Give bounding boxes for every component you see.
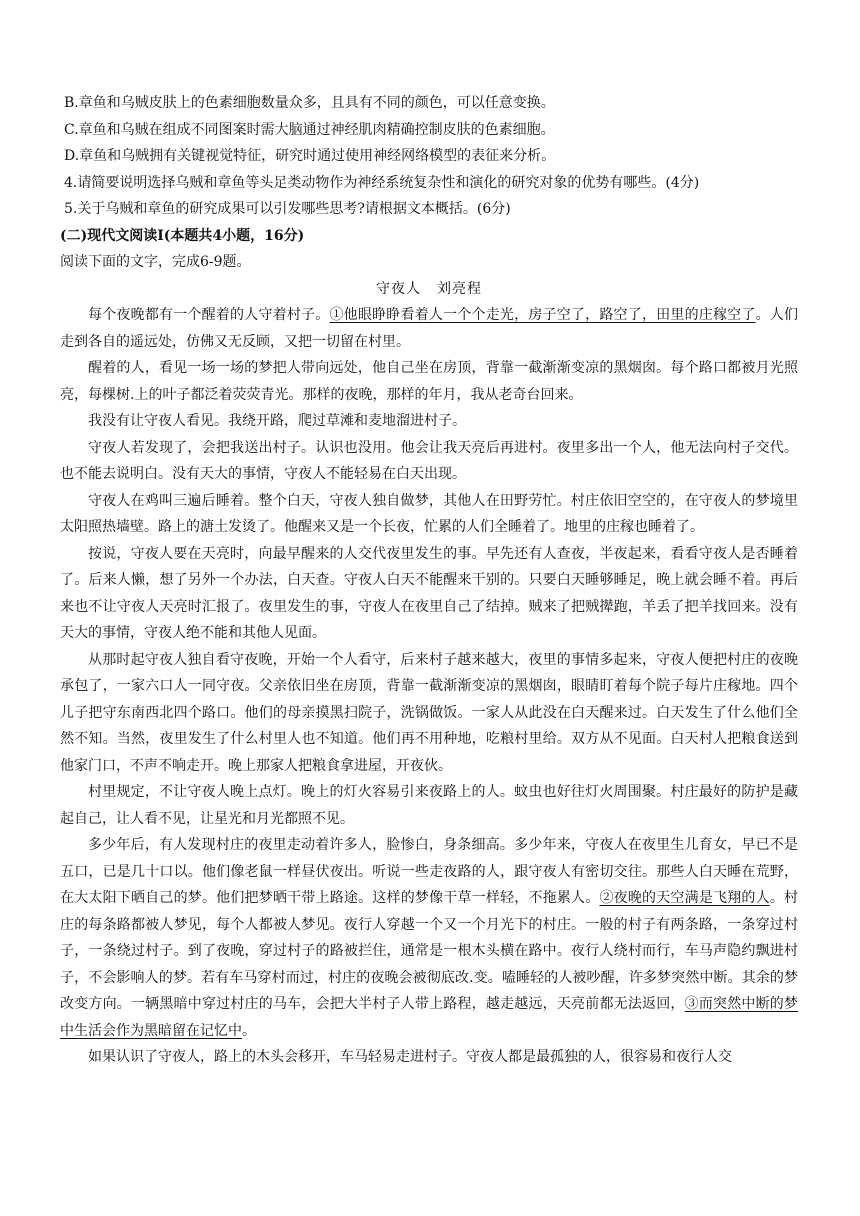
document-page xyxy=(60,90,798,1071)
paragraph-10: 如果认识了守夜人，路上的木头会移开，车马轻易走进村子。守夜人都是最孤独的人，很容易和夜行人交 xyxy=(88,1049,732,1065)
paragraph-5: 守夜人在鸡叫三遍后睡着。整个白天，守夜人独自做梦，其他人在田野劳忙。村庄依旧空空的，在守夜人的梦境里太阳照热墙壁。路上的溏土发烫了。他醒来又是一个长夜，忙累的人们全睡着了。地里的庄稼也睡着了。 xyxy=(60,492,798,535)
option-b: B.章鱼和乌贼皮肤上的色素细胞数量众多，且具有不同的颜色，可以任意变换。 xyxy=(64,95,555,111)
p9-text-middle: 。村庄的每条路都被人梦见，每个人都被人梦见。夜行人穿越一个又一个月光下的村庄。一般的村子有两条路，一条穿过村子，一条绕过村子。到了夜晚，穿过村子的路被拦住，通常是一根木头横在路中。夜行人绕村而行，车马声隐约飘进村子，不会影响人的梦。若有车马穿村而过，村庄的夜晚会被彻底改.变。嗑睡轻的人被吵醒，许多梦突然中断。其余的梦改变方向。一辆黑暗中穿过村庄的马车，会把大半村子人带上路程，越走越远，天亮前都无法返回， xyxy=(60,890,799,1012)
p1-text: 每个夜晚都有一个醒着的人守着村子。 xyxy=(88,307,330,323)
article-title-line xyxy=(60,276,798,303)
underlined-sentence-2: ②夜晚的天空满是飞翔的人 xyxy=(599,890,770,906)
section-heading: (二)现代文阅读Ⅰ(本题共4小题，16分) xyxy=(60,227,305,244)
option-d: D.章鱼和乌贼拥有关键视觉特征，研究时通过使用神经网络模型的表征来分析。 xyxy=(64,148,556,164)
p1-text-after: 。人们走到各自的遥远处，仿佛又无反顾，又把一切留在村里。 xyxy=(60,307,799,350)
paragraph-8: 村里规定，不让守夜人晚上点灯。晚上的灯火容易引来夜路上的人。蚊虫也好往灯火周围聚。村庄最好的防护是藏起自己，让人看不见，让星光和月光都照不见。 xyxy=(60,784,798,827)
paragraph-2: 醒着的人，看见一场一场的梦把人带向远处，他自己坐在房顶，背靠一截渐渐变凉的黑烟囱。每个路口都被月光照亮，每棵树.上的叶子都泛着荧荧青光。那样的夜晚，那样的年月，我从老奇台回来。 xyxy=(60,360,798,403)
p9-text-after: 。 xyxy=(242,1022,256,1039)
paragraph-7: 从那时起守夜人独自看守夜晚，开始一个人看守，后来村子越来越大，夜里的事情多起来，守夜人便把村庄的夜晚承包了，一家六口人一同守夜。父亲依旧坐在房顶，背靠一截渐渐变凉的黑烟囱，眼睛盯着每个院子每片庄稼地。四个儿子把守东南西北四个路口。他们的母亲摸黑扫院子，洗锅做饭。一家人从此没在白天醒来过。白天发生了什么他们全然不知。当然，夜里发生了什么村里人也不知道。他们再不用种地，吃粮村里给。双方从不见面。白天村人把粮食送到他家门口，不声不响走开。晚上那家人把粮食拿进屋，开夜伙。 xyxy=(60,651,798,774)
option-c: C.章鱼和乌贼在组成不同图案时需大脑通过神经肌肉精确控制皮肤的色素细胞。 xyxy=(64,121,555,138)
question-4: 4.请简要说明选择乌贼和章鱼等头足类动物作为神经系统复杂性和演化的研究对象的优势有哪些。(4分) xyxy=(64,174,700,191)
p9-text: 多少年后，有人发现村庄的夜里走动着许多人，脸惨白，身条细高。多少年来，守夜人在夜里生儿育女，早已不是五口，已是几十口以。他们像老鼠一样昼伏夜出。听说一些走夜路的人，跟守夜人有密切交往。那些人白天睡在荒野，在大太阳下晒自己的梦。他们把梦晒干带上路途。这样的梦像干草一样轻，不拖累人。 xyxy=(60,837,798,906)
article-title: 守夜人 xyxy=(376,280,421,297)
paragraph-3: 我没有让守夜人看见。我绕开路，爬过草滩和麦地溜进村子。 xyxy=(88,413,466,429)
paragraph-1 xyxy=(60,302,798,355)
instruction: 阅读下面的文字，完成6-9题。 xyxy=(60,254,251,270)
underlined-sentence-3: ③而突然中断的梦中生活会作为黑暗留在记忆中 xyxy=(60,996,798,1039)
article-author: 刘亮程 xyxy=(437,280,482,297)
paragraph-9 xyxy=(60,832,798,1044)
paragraph-6: 按说，守夜人要在天亮时，向最早醒来的人交代夜里发生的事。早先还有人查夜，半夜起来，看看守夜人是否睡着了。后来人懒，想了另外一个办法，白天查。守夜人白天不能醒来干别的。只要白天睡够睡足，晚上就会睡不着。再后来也不让守夜人天亮时汇报了。夜里发生的事，守夜人在夜里自己了结掉。贼来了把贼撵跑，羊丢了把羊找回来。没有天大的事情，守夜人绝不能和其他人见面。 xyxy=(60,545,798,641)
question-5: 5.关于乌贼和章鱼的研究成果可以引发哪些思考?请根据文本概括。(6分) xyxy=(64,201,511,217)
underlined-sentence-1: ①他眼睁睁看着人一个个走光，房子空了，路空了，田里的庄稼空了 xyxy=(329,307,756,323)
paragraph-4: 守夜人若发现了，会把我送出村子。认识也没用。他会让我天亮后再进村。夜里多出一个人，他无法向村子交代。也不能去说明白。没有天大的事情，守夜人不能轻易在白天出现。 xyxy=(60,439,798,482)
